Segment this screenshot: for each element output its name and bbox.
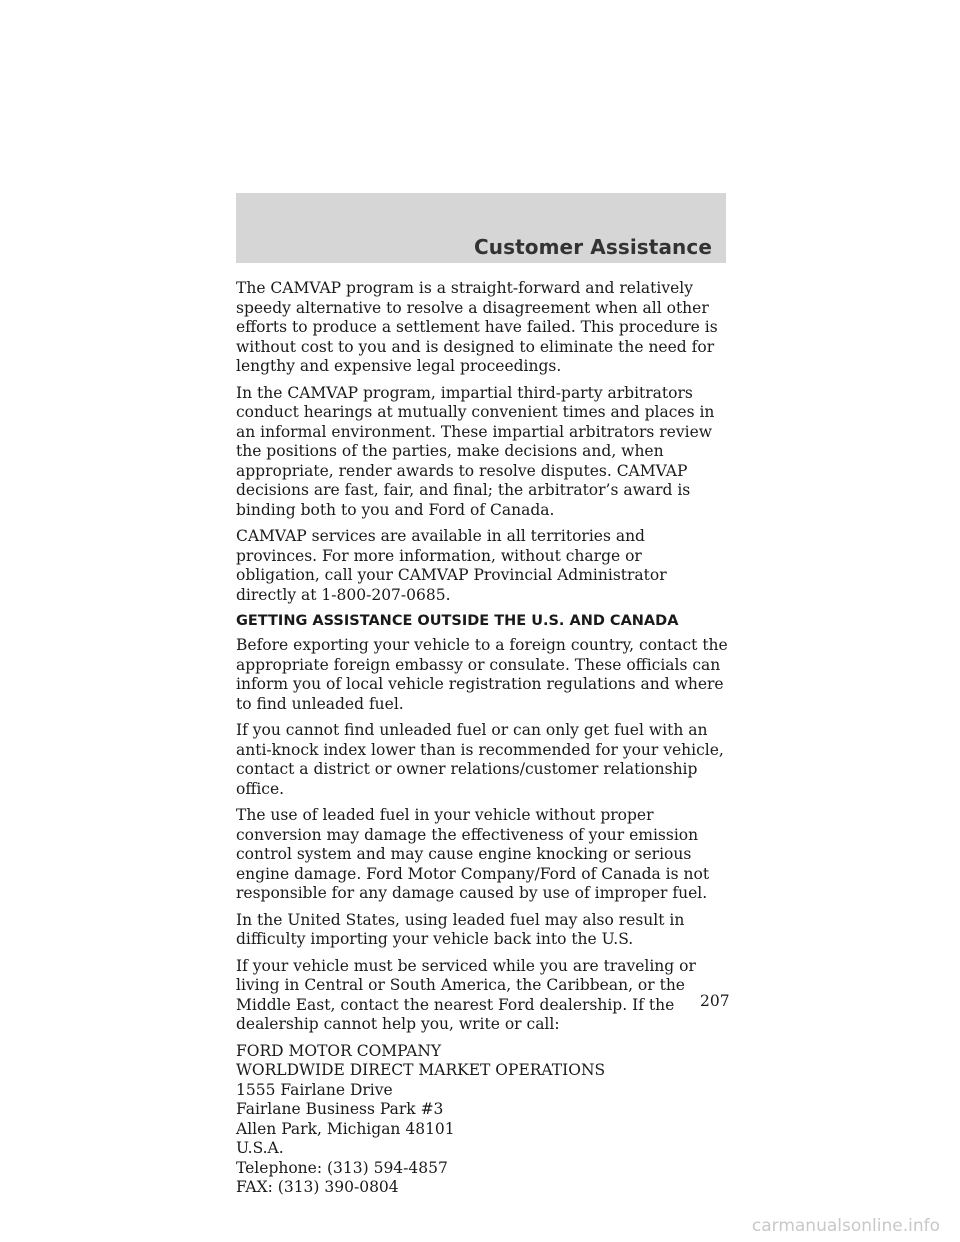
page-number: 207 — [700, 992, 730, 1010]
heading-outside-us-canada: GETTING ASSISTANCE OUTSIDE THE U.S. AND CANADA — [236, 613, 679, 629]
paragraph-leaded-fuel-damage: The use of leaded fuel in your vehicle without proper conversion may damage the effectiveness of your emission control system and may cause engine knocking or serious engine damage. Ford Motor Company/Ford of Canada is not responsible for any damage caused by use of improper fuel. — [236, 806, 710, 902]
address-line: Allen Park, Michigan 48101 — [236, 1119, 455, 1138]
address-telephone: Telephone: (313) 594-4857 — [236, 1158, 448, 1177]
watermark: carmanualsonline.info — [751, 1216, 940, 1236]
address-line: U.S.A. — [236, 1139, 284, 1157]
address-line: 1555 Fairlane Drive — [236, 1080, 393, 1099]
page-content — [236, 279, 728, 1198]
paragraph-importing: In the United States, using leaded fuel may also result in difficulty importing your vehicle back into the U.S. — [236, 910, 685, 948]
paragraph-camvap-services: CAMVAP services are available in all territories and provinces. For more information, without charge or obligation, call your CAMVAP Provincial Administrator directly at 1-800-207-0685. — [236, 527, 667, 604]
paragraph-unleaded-fuel: If you cannot find unleaded fuel or can only get fuel with an anti-knock index lower than is recommended for your vehicle, contact a district or owner relations/customer relationship office. — [236, 721, 724, 798]
paragraph-exporting: Before exporting your vehicle to a foreign country, contact the appropriate foreign embassy or consulate. These officials can inform you of local vehicle registration regulations and where to find unleaded fuel. — [236, 636, 728, 713]
section-header-band — [236, 193, 726, 263]
address-line: WORLDWIDE DIRECT MARKET OPERATIONS — [236, 1061, 606, 1079]
contact-address-block — [236, 1042, 728, 1198]
section-title: Customer Assistance — [473, 235, 712, 259]
paragraph-servicing-abroad: If your vehicle must be serviced while you are traveling or living in Central or South America, the Caribbean, or the Middle East, contact the nearest Ford dealership. If the dealership cannot help you, write or call: — [236, 956, 696, 1033]
address-line: Fairlane Business Park #3 — [236, 1100, 444, 1118]
address-line: FORD MOTOR COMPANY — [236, 1041, 442, 1060]
paragraph-camvap-intro: The CAMVAP program is a straight-forward and relatively speedy alternative to resolve a disagreement when all other efforts to produce a settlement have failed. This procedure is without cost to you and is designed to eliminate the need for lengthy and expensive legal proceedings. — [236, 279, 718, 375]
address-fax: FAX: (313) 390-0804 — [236, 1178, 399, 1196]
paragraph-camvap-arbitrators: In the CAMVAP program, impartial third-party arbitrators conduct hearings at mutually convenient times and places in an informal environment. These impartial arbitrators review the positions of the parties, make decisions and, when appropriate, render awards to resolve disputes. CAMVAP decisions are fast, fair, and final; the arbitrator’s award is binding both to you and Ford of Canada. — [236, 383, 715, 519]
